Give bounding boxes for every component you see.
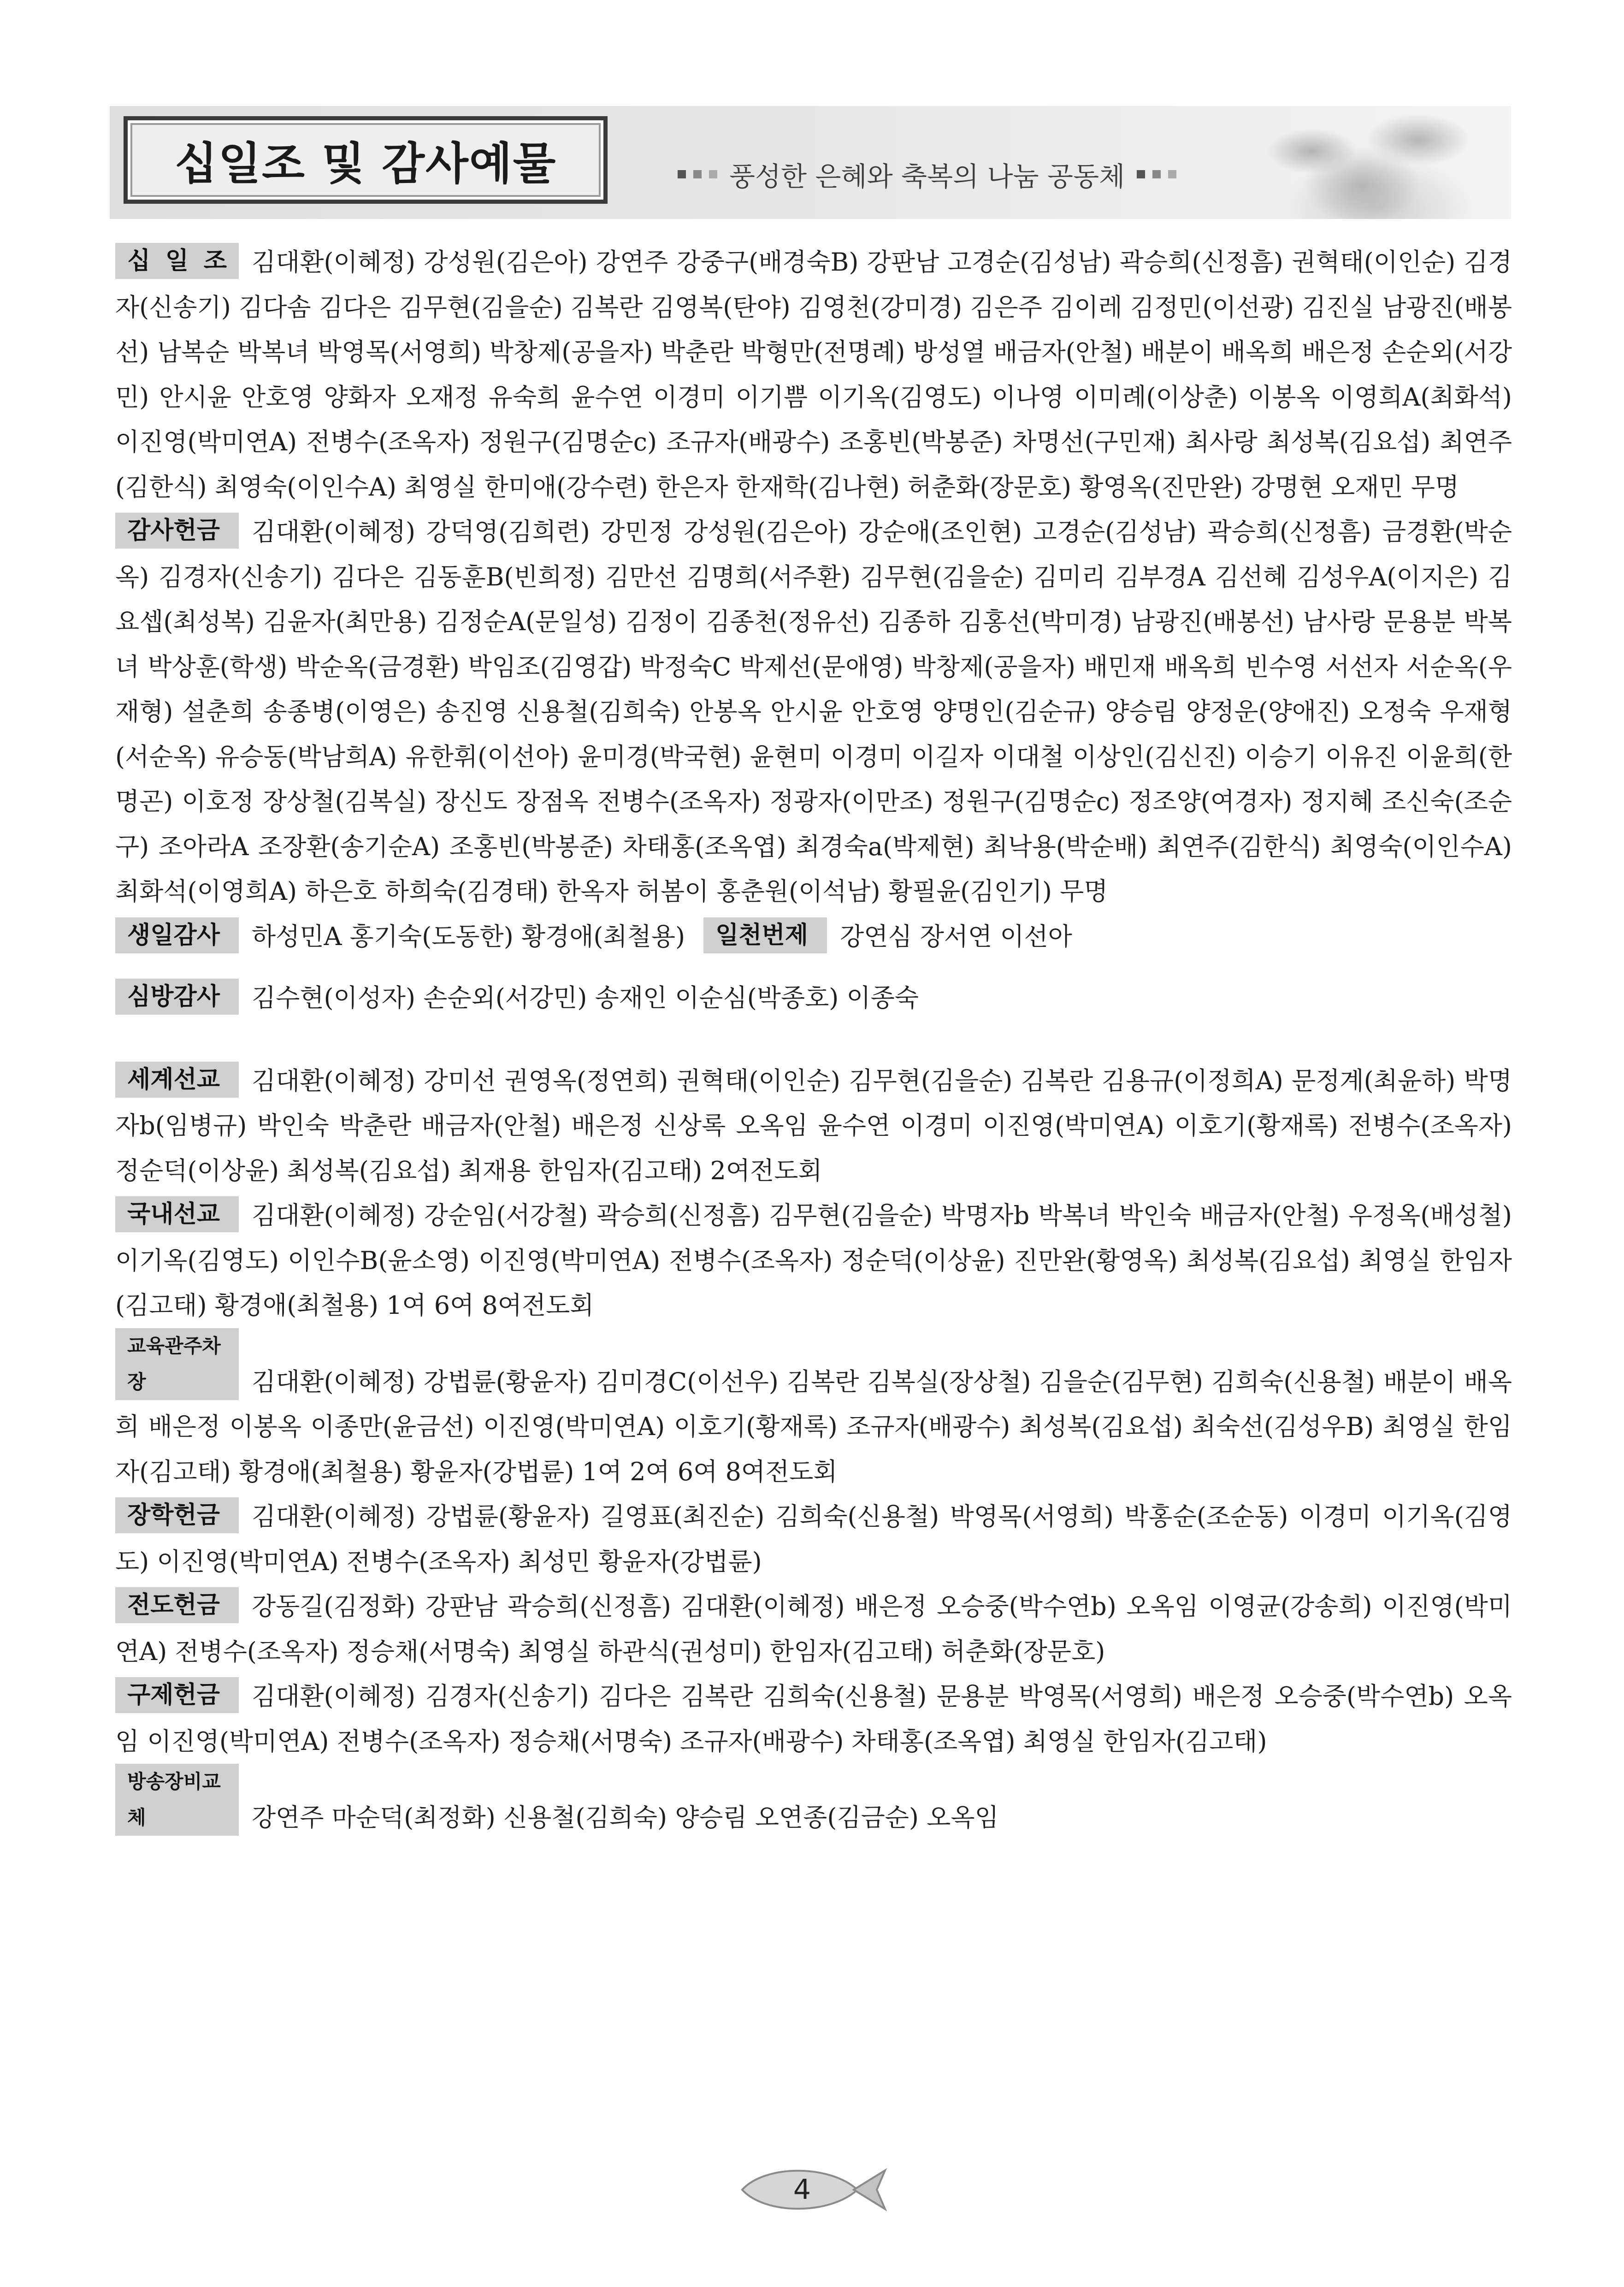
section-names: 김대환(이혜정) 강미선 권영옥(정연희) 권혁태(이인순) 김무현(김을순) 김복란 김용규(이정희A) 문정계(최윤하) 박명자b(임병규) 박인숙 박춘란 배금자(안철) 배은정 신상록 오옥임 윤수연 이경미 이진영(박미연A) 이호기(황재록) 전병수(조옥자) 정순덕(이상윤) 최성복(김요섭) 최재용 한임자(김고태) 2여전도회 [115,1066,1512,1185]
title-box [124,116,608,204]
section-label: 십 일 조 [115,243,239,279]
section-label: 심방감사 [115,979,239,1015]
section-names: 김대환(이혜정) 강순임(서강철) 곽승희(신정흠) 김무현(김을순) 박명자b 박복녀 박인숙 배금자(안철) 우정옥(배성철) 이기옥(김영도) 이인수B(윤소영) 이진영(박미연A) 전병수(조옥자) 정순덕(이상윤) 진만완(황영옥) 최성복(김요섭) 최영실 한임자(김고태) 황경애(최철용) 1여 6여 8여전도회 [115,1201,1512,1320]
page-subtitle-row [678,151,1176,197]
section-visitation [115,975,1512,1021]
left-dots-icon [678,170,717,178]
page-number: 4 [793,2174,811,2206]
section-names: 김대환(이혜정) 김경자(신송기) 김다은 김복란 김희숙(신용철) 문용분 박영목(서영희) 배은정 오승중(박수연b) 오옥임 이진영(박미연A) 전병수(조옥자) 정승채(서명숙) 조규자(배광수) 차태홍(조옥엽) 최영실 한임자(김고태) [115,1682,1512,1756]
section-names: 김대환(이혜정) 강성원(김은아) 강연주 강중구(배경숙B) 강판남 고경순(김성남) 곽승희(신정흠) 권혁태(이인순) 김경자(신송기) 김다솜 김다은 김무현(김을순) 김복란 김영복(탄야) 김영천(강미경) 김은주 김이레 김정민(이선광) 김진실 남광진(배봉선) 남복순 박복녀 박영목(서영희) 박창제(공을자) 박춘란 박형만(전명례) 방성열 배금자(안철) 배분이 배옥희 배은정 손순외(서강민) 안시윤 안호영 양화자 오재정 유숙희 윤수연 이경미 이기쁨 이기옥(김영도) 이나영 이미례(이상춘) 이봉옥 이영희A(최화석) 이진영(박미연A) 전병수(조옥자) 정원구(김명순c) 조규자(배광수) 조홍빈(박봉준) 차명선(구민재) 최사랑 최성복(김요섭) 최연주(김한식) 최영숙(이인수A) 최영실 한미애(강수련) 한은자 한재학(김나현) 허춘화(장문호) 황영옥(진만완) 강명현 오재민 무명 [115,248,1512,502]
section-thanks [115,509,1512,914]
section-label: 구제헌금 [115,1677,239,1713]
section-names: 김대환(이혜정) 강덕영(김희련) 강민정 강성원(김은아) 강순애(조인현) 고경순(김성남) 곽승희(신정흠) 금경환(박순옥) 김경자(신송기) 김다은 김동훈B(빈희정) 김만선 김명희(서주환) 김무현(김을순) 김미리 김부경A 김선혜 김성우A(이지은) 김요셉(최성복) 김윤자(최만용) 김정순A(문일성) 김정이 김종천(정유선) 김종하 김홍선(박미경) 남광진(배봉선) 남사랑 문용분 박복녀 박상훈(학생) 박순옥(금경환) 박임조(김영갑) 박정숙C 박제선(문애영) 박창제(공을자) 배민재 배옥희 빈수영 서선자 서순옥(우재형) 설춘희 송종병(이영은) 송진영 신용철(김희숙) 안봉옥 안시윤 안호영 양명인(김순규) 양승림 양정운(양애진) 오정숙 우재형(서순옥) 유승동(박남희A) 유한휘(이선아) 윤미경(박국현) 윤현미 이경미 이길자 이대철 이상인(김신진) 이승기 이유진 이윤희(한명곤) 이호정 장상철(김복실) 장신도 장점옥 전병수(조옥자) 정광자(이만조) 정원구(김명순c) 정조양(여경자) 정지혜 조신숙(조순구) 조아라A 조장환(송기순A) 조홍빈(박봉준) 차태홍(조옥엽) 최경숙a(박제현) 최낙용(박순배) 최연주(김한식) 최영숙(이인수A) 최화석(이영희A) 하은호 하희숙(김경태) 한옥자 허봄이 홍춘원(이석남) 황필윤(김인기) 무명 [115,517,1512,906]
section-names: 강연주 마순덕(최정화) 신용철(김희숙) 양승림 오연종(김금순) 오옥임 [252,1803,999,1832]
section-label: 생일감사 [115,917,239,953]
section-names: 김대환(이혜정) 강법륜(황윤자) 길영표(최진순) 김희숙(신용철) 박영목(서영희) 박홍순(조순동) 이경미 이기옥(김영도) 이진영(박미연A) 전병수(조옥자) 최성민 황윤자(강법륜) [115,1502,1512,1576]
section-label: 교육관주차장 [115,1328,239,1400]
plant-hands-decoration-icon [1179,106,1511,219]
section-names: 김수현(이성자) 손순외(서강민) 송재인 이순심(박종호) 이종숙 [252,983,919,1012]
section-names: 강연심 장서연 이선아 [840,922,1072,951]
section-names: 하성민A 홍기숙(도동한) 황경애(최철용) [252,922,685,951]
section-tithe [115,240,1512,509]
section-label: 장학헌금 [115,1497,239,1533]
section-label: 일천번제 [703,917,827,953]
section-names: 강동길(김정화) 강판남 곽승희(신정흠) 김대환(이혜정) 배은정 오승중(박수연b) 오옥임 이영균(강송희) 이진영(박미연A) 전병수(조옥자) 정승채(서명숙) 최영실 하관식(권성미) 한임자(김고태) 허춘화(장문호) [115,1592,1512,1666]
section-broadcast [115,1764,1512,1840]
section-label: 세계선교 [115,1062,239,1098]
page-subtitle: 풍성한 은혜와 축복의 나눔 공동체 [729,161,1125,192]
section-world-mission [115,1058,1512,1194]
page-number-badge [733,2162,890,2217]
section-label: 감사헌금 [115,513,239,549]
section-relief [115,1674,1512,1764]
section-domestic-mission [115,1193,1512,1328]
offering-list [115,240,1512,1840]
section-label: 방송장비교체 [115,1764,239,1836]
section-scholarship [115,1494,1512,1584]
section-education-parking [115,1328,1512,1495]
section-names: 김대환(이혜정) 강법륜(황윤자) 김미경C(이선우) 김복란 김복실(장상철) 김을순(김무현) 김희숙(신용철) 배분이 배옥희 배은정 이봉옥 이종만(윤금선) 이진영(박미연A) 이호기(황재록) 조규자(배광수) 최성복(김요섭) 최숙선(김성우B) 최영실 한임자(김고태) 황경애(최철용) 황윤자(강법륜) 1여 2여 6여 8여전도회 [115,1367,1512,1486]
page-title: 십일조 및 감사예물 [174,137,557,189]
section-label: 전도헌금 [115,1587,239,1623]
section-evangelism [115,1584,1512,1674]
right-dots-icon [1137,170,1176,178]
section-label: 국내선교 [115,1196,239,1232]
section-birthday-thousand [115,914,1512,959]
